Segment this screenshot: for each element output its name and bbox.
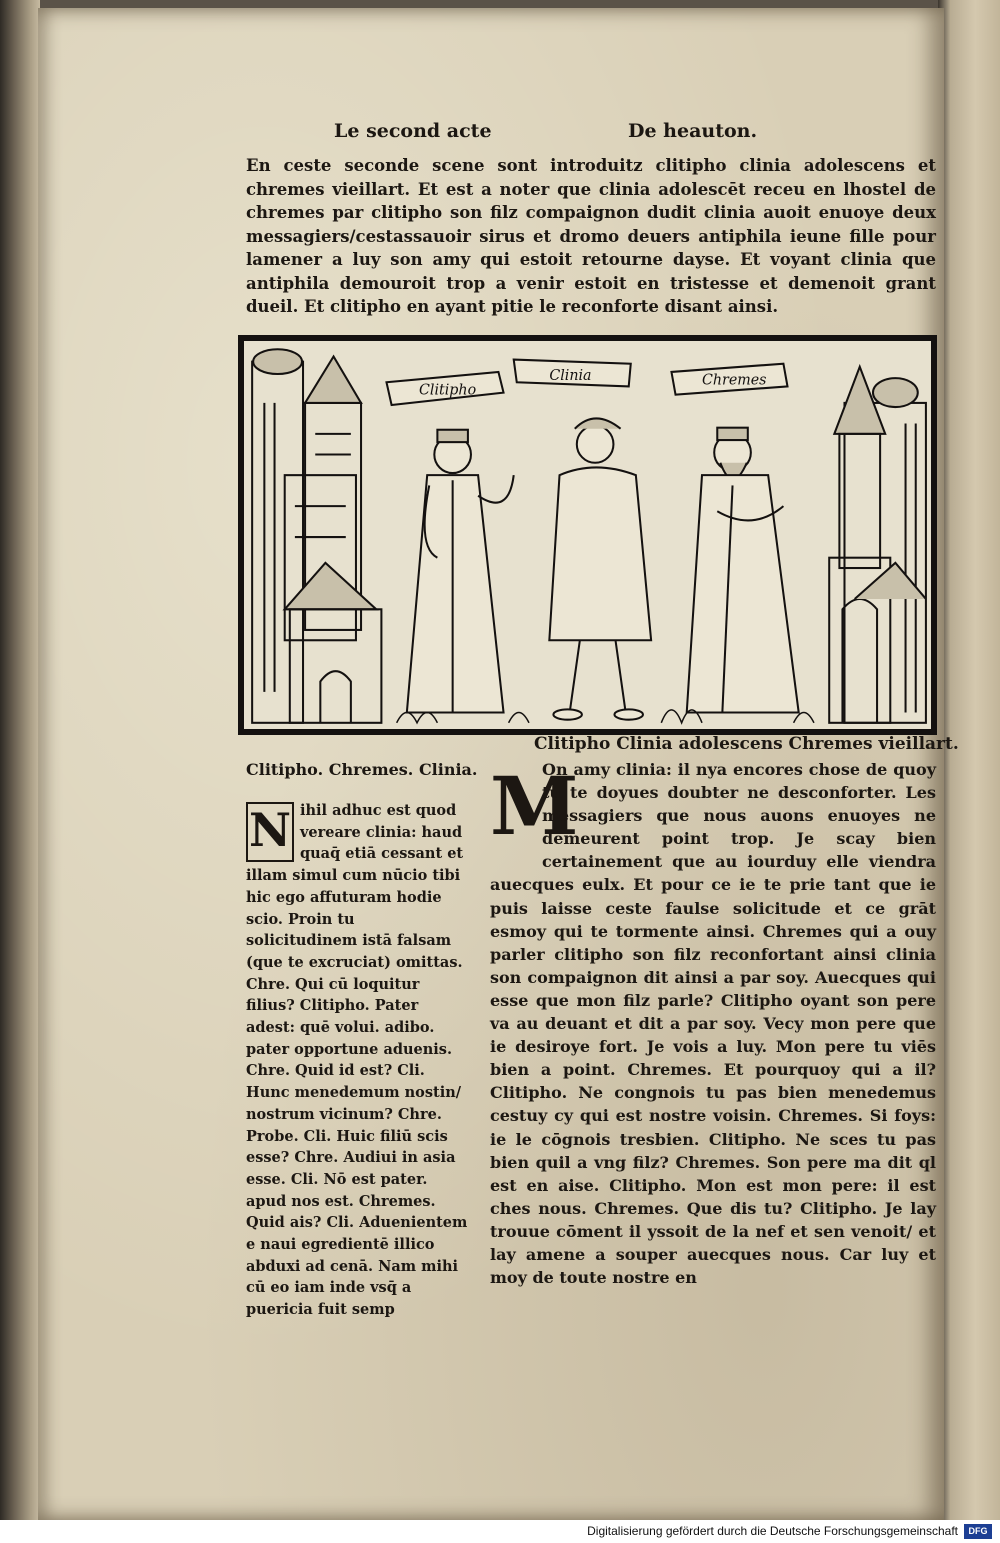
- banner-label-chremes: Chremes: [702, 372, 767, 389]
- latin-speakers: Clitipho. Chremes. Clinia.: [246, 760, 478, 779]
- french-heading: Clitipho Clinia adolescens Chremes vieillart.: [534, 734, 959, 754]
- dfg-logo: DFG: [964, 1524, 992, 1539]
- right-town-buildings: [829, 367, 926, 723]
- banner-label-clinia: Clinia: [549, 368, 592, 385]
- figure-clinia: [549, 418, 651, 719]
- digitization-footer: [0, 1520, 1000, 1543]
- figure-clitipho: [407, 430, 514, 713]
- running-head-right: De heauton.: [628, 120, 758, 142]
- french-text: On amy clinia: il nya encores chose de quoy tu te doyues doubter ne desconforter. Les messagiers que nous auons enuoyes ne demeurent point trop. Je scay bien certainement que au iourduy elle viendra auecques eulx. Et pour ce ie te prie tant que ie puis laisse ceste faulse solicitude et ce grāt esmoy qui te tormente ainsi. Chremes qui a ouy parler clitipho son filz reconfortant ainsi clinia son compaignon dit ainsi a par soy. Auecques qui esse que mon filz parle? Clitipho oyant son pere va au deuant et dit a par soy. Vecy mon pere que ie desiroye fort. Je vois a luy. Mon pere tu viēs bien a point. Chremes. Et pourquoy qui a il? Clitipho. Ne congnois tu pas bien menedemus cestuy cy qui est nostre voisin. Chremes. Si foys: ie le cōgnois tresbien. Clitipho. Ne sces tu pas bien quil a vng filz? Chremes. Son pere ma dit ql est en aise. Clitipho. Mon est mon pere: il est ches nous. Chremes. Que dis tu? Clitipho. Je lay trouue cōment il yssoit de la nef et sen venoit/ et lay amene a souper auecques nous. Car luy et moy de toute nostre en: [490, 760, 936, 1288]
- book-gutter-left: [0, 0, 40, 1543]
- french-column: [490, 758, 936, 1289]
- figure-chremes: [687, 428, 799, 713]
- banner-label-clitipho: Clitipho: [419, 382, 477, 399]
- left-town-buildings: [252, 349, 381, 723]
- latin-text: ihil adhuc est quod vereare clinia: haud quaq̄ etiā cessant et illam simul cum nūcio tibi hic ego affuturam hodie scio. Proin tu solicitudinem istā falsam (que te excruciat) omittas. Chre. Qui cū loquitur filius? Clitipho. Pater adest: quē volui. adibo. pater opportune aduenis. Chre. Quid id est? Cli. Hunc menedemum nostin/ nostrum vicinum? Chre. Probe. Cli. Huic filiū scis esse? Chre. Audiui in asia esse. Cli. Nō est pater. apud nos est. Chremes. Quid ais? Cli. Aduenientem e naui egredientē illico abduxi ad cenā. Nam mihi cū eo iam inde vsq̄ a puericia fuit semp: [246, 802, 468, 1319]
- latin-column: [246, 800, 470, 1321]
- running-head-left: Le second acte: [334, 120, 492, 142]
- woodcut-drawing: [244, 341, 931, 729]
- french-dropcap: M: [490, 759, 579, 853]
- woodcut-illustration: [238, 335, 937, 735]
- footer-credit: Digitalisierung gefördert durch die Deutsche Forschungsgemeinschaft: [587, 1524, 958, 1538]
- latin-dropcap: N: [246, 802, 294, 862]
- facing-page-edge: [938, 0, 1000, 1520]
- intro-paragraph: En ceste seconde scene sont introduitz clitipho clinia adolescens et chremes vieillart. Et est a noter que clinia adolescēt receu en lhostel de chremes par clitipho son filz compaignon dudit clinia auoit enuoye deux messagiers/cestassauoir sirus et dromo deuers antiphila ieune fille pour lamener a luy son amy qui estoit retourne dayse. Et voyant clinia que antiphila demouroit trop a venir estoit en tristesse et demenoit grant dueil. Et clitipho en ayant pitie le reconforte disant ainsi.: [246, 156, 936, 316]
